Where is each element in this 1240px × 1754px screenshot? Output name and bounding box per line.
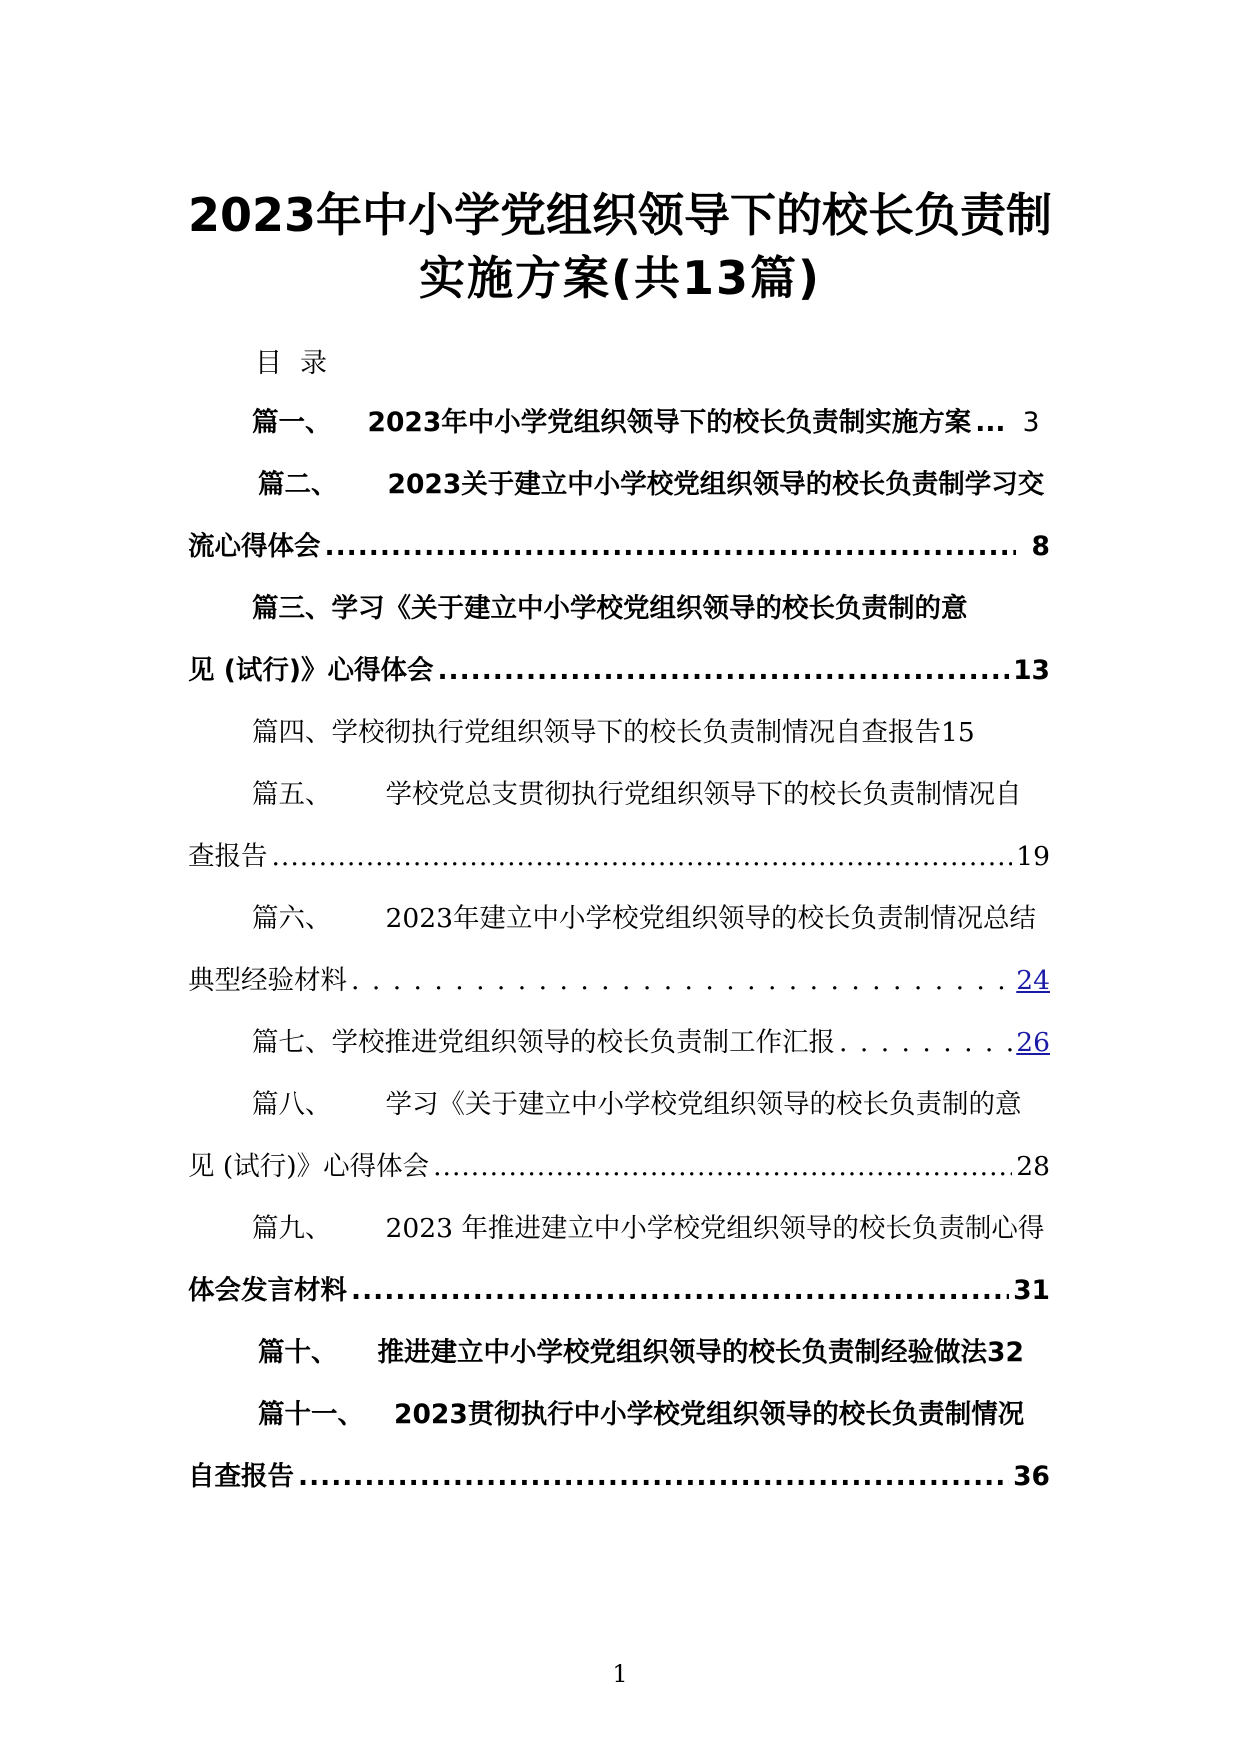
toc-entry-text: 见 (试行)》心得体会 — [188, 1151, 430, 1182]
toc-entry-text: 篇七、学校推进党组织领导的校长负责制工作汇报 — [252, 1027, 835, 1058]
document-title-line-1: 2023年中小学党组织领导下的校长负责制 — [187, 188, 1053, 242]
toc-entry-page: 3 — [1022, 407, 1040, 438]
toc-entry-page: 28 — [1016, 1151, 1050, 1182]
toc-entry-number: 篇一、 — [252, 407, 332, 438]
toc-entry-8-line-2[interactable] — [188, 1149, 1050, 1185]
toc-entry-number: 篇十一、 — [258, 1399, 364, 1430]
toc-heading: 目录 — [255, 348, 345, 379]
toc-entry-3-line-1[interactable] — [252, 591, 1050, 627]
toc-entry-page: 13 — [1013, 655, 1050, 686]
toc-entry-page: 32 — [987, 1337, 1024, 1368]
toc-entry-text: 学习《关于建立中小学校党组织领导的校长负责制的意 — [385, 1089, 1022, 1120]
toc-entry-number: 篇十、 — [258, 1337, 338, 1368]
toc-entry-number: 篇八、 — [252, 1089, 332, 1120]
toc-entry-text: 2023年中小学党组织领导下的校长负责制实施方案 — [367, 407, 972, 438]
toc-entry-text: 2023贯彻执行中小学校党组织领导的校长负责制情况 — [394, 1399, 1025, 1430]
toc-entry-leader — [433, 1149, 1012, 1185]
document-title-line-2: 实施方案(共13篇) — [418, 251, 822, 305]
toc-entry-text: 学校党总支贯彻执行党组织领导下的校长负责制情况自 — [385, 779, 1022, 810]
toc-entry-4[interactable] — [252, 715, 1050, 751]
toc-entry-text: 典型经验材料 — [188, 965, 347, 996]
toc-entry-leader — [351, 1273, 1009, 1309]
toc-entry-2-line-1[interactable] — [258, 467, 1050, 503]
toc-entry-8-line-1[interactable] — [252, 1087, 1050, 1123]
toc-entry-9-line-2[interactable] — [188, 1273, 1050, 1309]
toc-entry-leader — [351, 963, 1012, 999]
toc-entry-5-line-2[interactable] — [188, 839, 1050, 875]
toc-entry-11-line-2[interactable] — [188, 1459, 1050, 1495]
toc-entry-5-line-1[interactable] — [252, 777, 1050, 813]
toc-entry-text: 查报告 — [188, 841, 268, 872]
toc-entry-text: 推进建立中小学校党组织领导的校长负责制经验做法 — [377, 1337, 987, 1368]
toc-entry-leader — [839, 1025, 1012, 1061]
toc-entry-leader — [325, 529, 1017, 565]
toc-entry-text: 流心得体会 — [188, 531, 321, 562]
toc-entry-2-line-2[interactable] — [188, 529, 1050, 565]
toc-entry-text: 2023年建立中小学校党组织领导的校长负责制情况总结 — [385, 903, 1036, 934]
toc-entry-page: 8 — [1031, 531, 1050, 562]
toc-entry-text: 篇三、学习《关于建立中小学校党组织领导的校长负责制的意 — [252, 593, 968, 624]
toc-entry-leader — [437, 653, 1009, 689]
toc-entry-number: 篇二、 — [258, 469, 338, 500]
toc-entry-page: 31 — [1013, 1275, 1050, 1306]
toc-entry-number: 篇五、 — [252, 779, 332, 810]
toc-entry-11-line-1[interactable] — [258, 1397, 1050, 1433]
toc-entry-text: 2023关于建立中小学校党组织领导的校长负责制学习交 — [387, 469, 1045, 500]
toc-entry-number: 篇六、 — [252, 903, 332, 934]
toc-entry-page: 36 — [1013, 1461, 1050, 1492]
toc-entry-text: 篇四、学校彻执行党组织领导下的校长负责制情况自查报告 — [252, 717, 941, 748]
toc-entry-page: 19 — [1016, 841, 1050, 872]
toc-entry-number: 篇九、 — [252, 1213, 332, 1244]
toc-entry-3-line-2[interactable] — [188, 653, 1050, 689]
toc-entry-page: 15 — [941, 717, 975, 748]
toc-entry-6-line-2[interactable] — [188, 963, 1050, 999]
toc-entry-text: 2023 年推进建立中小学校党组织领导的校长负责制心得 — [385, 1213, 1045, 1244]
toc-entry-1[interactable] — [252, 405, 1050, 441]
toc-entry-text: 见 (试行)》心得体会 — [188, 655, 434, 686]
toc-entry-leader — [298, 1459, 1009, 1495]
toc-entry-leader — [272, 839, 1013, 875]
toc-entry-leader: ... — [975, 407, 1006, 438]
toc-entry-page-link[interactable]: 24 — [1016, 965, 1050, 996]
toc-entry-text: 自查报告 — [188, 1461, 294, 1492]
toc-entry-page-link[interactable]: 26 — [1016, 1027, 1050, 1058]
toc-entry-7[interactable] — [252, 1025, 1050, 1061]
page-number: 1 — [612, 1660, 628, 1688]
toc-entry-6-line-1[interactable] — [252, 901, 1050, 937]
toc-entry-10[interactable] — [258, 1335, 1050, 1371]
toc-entry-9-line-1[interactable] — [252, 1211, 1050, 1247]
toc-entry-text: 体会发言材料 — [188, 1275, 347, 1306]
